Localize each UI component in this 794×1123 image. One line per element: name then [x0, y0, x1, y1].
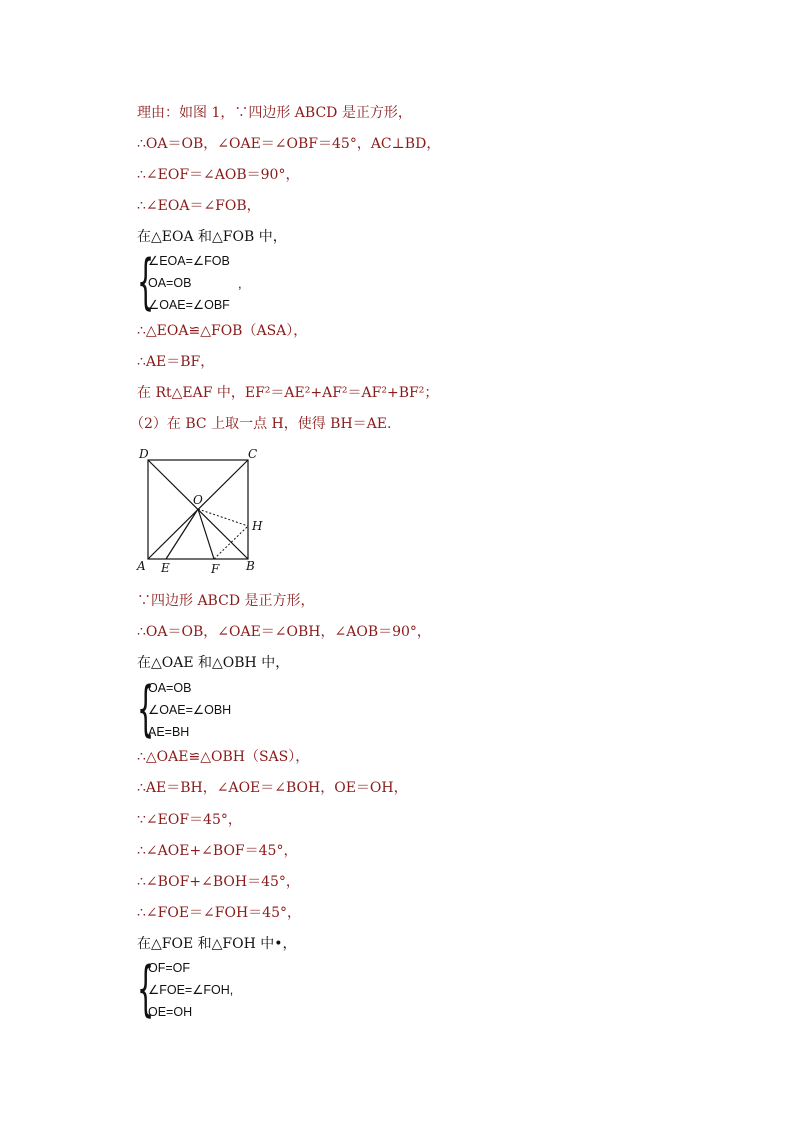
label-h: H: [252, 519, 263, 533]
text-line-13: ∴△OAE≌△OBH（SAS），: [137, 749, 310, 765]
text-line-5: 在△EOA 和△FOB 中，: [137, 229, 287, 245]
text-line-4: ∴∠EOA＝∠FOB，: [137, 198, 261, 214]
label-a: A: [137, 559, 146, 573]
label-b: B: [246, 559, 255, 573]
text-line-18: ∴∠FOE＝∠FOH＝45°，: [137, 905, 301, 921]
label-f: F: [211, 562, 220, 576]
system-row: OE=OH: [148, 1005, 193, 1019]
text-line-19: 在△FOE 和△FOH 中•，: [137, 936, 297, 952]
left-brace: {: [137, 247, 155, 317]
text-line-17: ∴∠BOF+∠BOH＝45°，: [137, 874, 300, 890]
text-line-14: ∴AE＝BH，∠AOE＝∠BOH，OE＝OH，: [137, 780, 408, 796]
text-line-11: ∴OA＝OB，∠OAE＝∠OBH，∠AOB＝90°，: [137, 624, 431, 640]
system-row: ∠EOA=∠FOB: [148, 254, 230, 268]
label-o: O: [193, 493, 203, 507]
text-line-1: 理由：如图 1，∵四边形 ABCD 是正方形，: [137, 105, 412, 121]
system-row: ∠OAE=∠OBF: [148, 298, 230, 312]
left-brace: {: [137, 954, 155, 1024]
text-line-8: 在 Rt△EAF 中，EF²＝AE²+AF²＝AF²+BF²；: [137, 385, 439, 401]
equation-system-2: [137, 674, 337, 745]
square-figure: [130, 442, 270, 577]
text-line-2: ∴OA＝OB，∠OAE＝∠OBF＝45°，AC⊥BD，: [137, 136, 441, 152]
text-line-10: ∵四边形 ABCD 是正方形，: [137, 593, 315, 609]
system-row: AE=BH: [148, 725, 190, 739]
system-row: OA=OB: [148, 681, 192, 695]
system-row: ∠FOE=∠FOH,: [148, 983, 234, 997]
equation-system-1: [137, 247, 337, 318]
text-line-7: ∴AE＝BF，: [137, 354, 215, 370]
left-brace: {: [137, 674, 155, 744]
system-comma: ,: [238, 276, 242, 291]
segment-oe: [166, 509, 198, 559]
text-line-3: ∴∠EOF＝∠AOB＝90°，: [137, 167, 300, 183]
segment-of: [198, 509, 214, 559]
label-c: C: [248, 447, 258, 461]
equation-system-3: [137, 954, 337, 1025]
system-row: OA=OB: [148, 276, 192, 290]
label-e: E: [161, 561, 170, 575]
system-row: OF=OF: [148, 961, 191, 975]
text-line-16: ∴∠AOE+∠BOF＝45°，: [137, 843, 298, 859]
text-line-6: ∴△EOA≌△FOB（ASA），: [137, 323, 308, 339]
text-line-12: 在△OAE 和△OBH 中，: [137, 655, 290, 671]
label-d: D: [139, 447, 149, 461]
text-line-15: ∵∠EOF＝45°，: [137, 812, 242, 828]
text-line-9: （2）在 BC 上取一点 H，使得 BH＝AE.: [130, 416, 392, 432]
system-row: ∠OAE=∠OBH: [148, 703, 232, 717]
